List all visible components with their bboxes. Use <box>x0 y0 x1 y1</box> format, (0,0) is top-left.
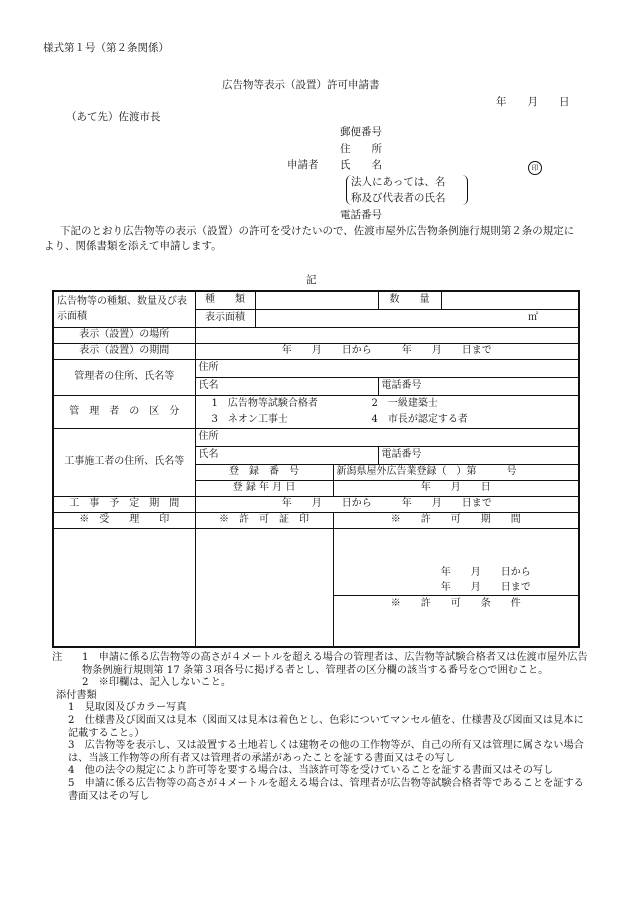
attach-5: 5 申請に係る広告物等の高さが４メートルを超える場合は、管理者が広告物等試験合格者等であることを証する書面又はその写し <box>68 777 584 802</box>
applicant-label: 申請者 <box>287 159 319 171</box>
contractor-label: 工事施工者の住所、氏名等 <box>53 428 195 496</box>
permit-seal-label: ※ 許 可 証 印 <box>195 512 333 528</box>
seal-mark: 印 <box>528 161 542 175</box>
reg-date-value: 年 月 日 <box>333 480 579 496</box>
type-qty-label: 広告物等の種類、数量及び表示面積 <box>53 291 195 327</box>
manager-type-2[interactable]: 2 一級建築士 <box>371 397 438 409</box>
reg-no-label: 登 録 番 号 <box>195 464 333 480</box>
manager-type-label: 管 理 者 の 区 分 <box>53 395 195 428</box>
name-label: 氏 名 <box>340 159 382 171</box>
ki-label: 記 <box>306 274 317 286</box>
manager-type-3[interactable]: 3 ネオン工事士 <box>211 413 288 425</box>
contractor-name-label: 氏名 <box>195 446 378 464</box>
location-label: 表示（設置）の場所 <box>53 327 195 343</box>
reg-no-value: 新潟県屋外広告業登録（ ）第 号 <box>333 464 579 480</box>
receipt-box <box>53 528 195 647</box>
manager-address-label: 住所 <box>195 359 579 377</box>
application-table <box>52 290 580 648</box>
receipt-label: ※ 受 理 印 <box>53 512 195 528</box>
form-title: 広告物等表示（設置）許可申請書 <box>222 79 380 91</box>
permit-cond-label: ※ 許 可 条 件 <box>334 595 579 612</box>
permit-from: 年 月 日から <box>440 566 531 578</box>
qty-value[interactable] <box>441 291 579 309</box>
manager-type-options[interactable] <box>195 395 579 428</box>
note-head: 注 <box>52 652 63 663</box>
attach-2: 2 仕様書及び図面又は見本（図面又は見本は着色とし、色彩についてマンセル値を、仕様書及び図面又は見本に記載すること。） <box>68 714 584 739</box>
manager-phone-label: 電話番号 <box>378 377 579 395</box>
corp-note-1: 法人にあっては、名 <box>351 176 446 188</box>
period-value: 年 月 日から 年 月 日まで <box>195 343 579 359</box>
area-unit: ㎡ <box>255 309 579 327</box>
reg-date-label: 登 録 年 月 日 <box>195 480 333 496</box>
permit-seal-box <box>195 528 333 647</box>
schedule-label: 工 事 予 定 期 間 <box>53 496 195 512</box>
permit-period-label: ※ 許 可 期 間 <box>333 512 579 528</box>
permit-to: 年 月 日まで <box>440 581 531 593</box>
attach-head: 添付書類 <box>56 689 97 701</box>
address-label: 住 所 <box>340 143 382 155</box>
note-1: 1 申請に係る広告物等の高さが４メートルを超える場合の管理者は、広告物等試験合格者又は佐渡市屋外広告物条例施行規則第 17 条第３項各号に掲げる者とし、管理者の区分欄の該当する番号を○で囲むこと。 <box>82 652 588 676</box>
schedule-value: 年 月 日から 年 月 日まで <box>195 496 579 512</box>
qty-label: 数 量 <box>378 291 441 309</box>
location-value[interactable] <box>195 327 579 343</box>
addressee: （あて先）佐渡市長 <box>66 111 161 123</box>
attach-4: 4 他の法令の規定により許可等を要する場合は、当該許可等を受けていることを証する書面又はその写し <box>68 765 554 777</box>
notes-section <box>52 652 592 803</box>
manager-name-label: 氏名 <box>195 377 378 395</box>
permit-detail-box <box>333 528 579 647</box>
attach-3: 3 広告物等を表示し、又は設置する土地若しくは建物その他の工作物等が、自己の所有又は管理に属さない場合は、当該工作物等の所有者又は管理者の承諾があったことを証する書面又はその写し <box>68 740 584 764</box>
kind-label: 種 類 <box>195 291 255 309</box>
contractor-phone-label: 電話番号 <box>378 446 579 464</box>
manager-type-1[interactable]: 1 広告物等試験合格者 <box>211 397 318 409</box>
postal-label: 郵便番号 <box>340 126 382 138</box>
date-line: 年 月 日 <box>496 96 570 108</box>
area-label: 表示面積 <box>195 309 255 327</box>
period-label: 表示（設置）の期間 <box>53 343 195 359</box>
corp-note-2: 称及び代表者の氏名 <box>351 192 446 204</box>
manager-type-4[interactable]: 4 市長が認定する者 <box>371 413 468 425</box>
phone-label: 電話番号 <box>340 209 382 221</box>
contractor-address-label: 住所 <box>195 428 579 446</box>
form-number: 様式第１号（第２条関係） <box>43 42 169 54</box>
manager-label: 管理者の住所、氏名等 <box>53 359 195 395</box>
attach-1: 1 見取図及びカラー写真 <box>68 702 187 714</box>
kind-value[interactable] <box>255 291 378 309</box>
note-2: 2 ※印欄は、記入しないこと。 <box>82 677 232 689</box>
intro-text: 下記のとおり広告物等の表示（設置）の許可を受けたいので、佐渡市屋外広告物条例施行規則第２条の規定により、関係書類を添えて申請します。 <box>44 225 575 252</box>
